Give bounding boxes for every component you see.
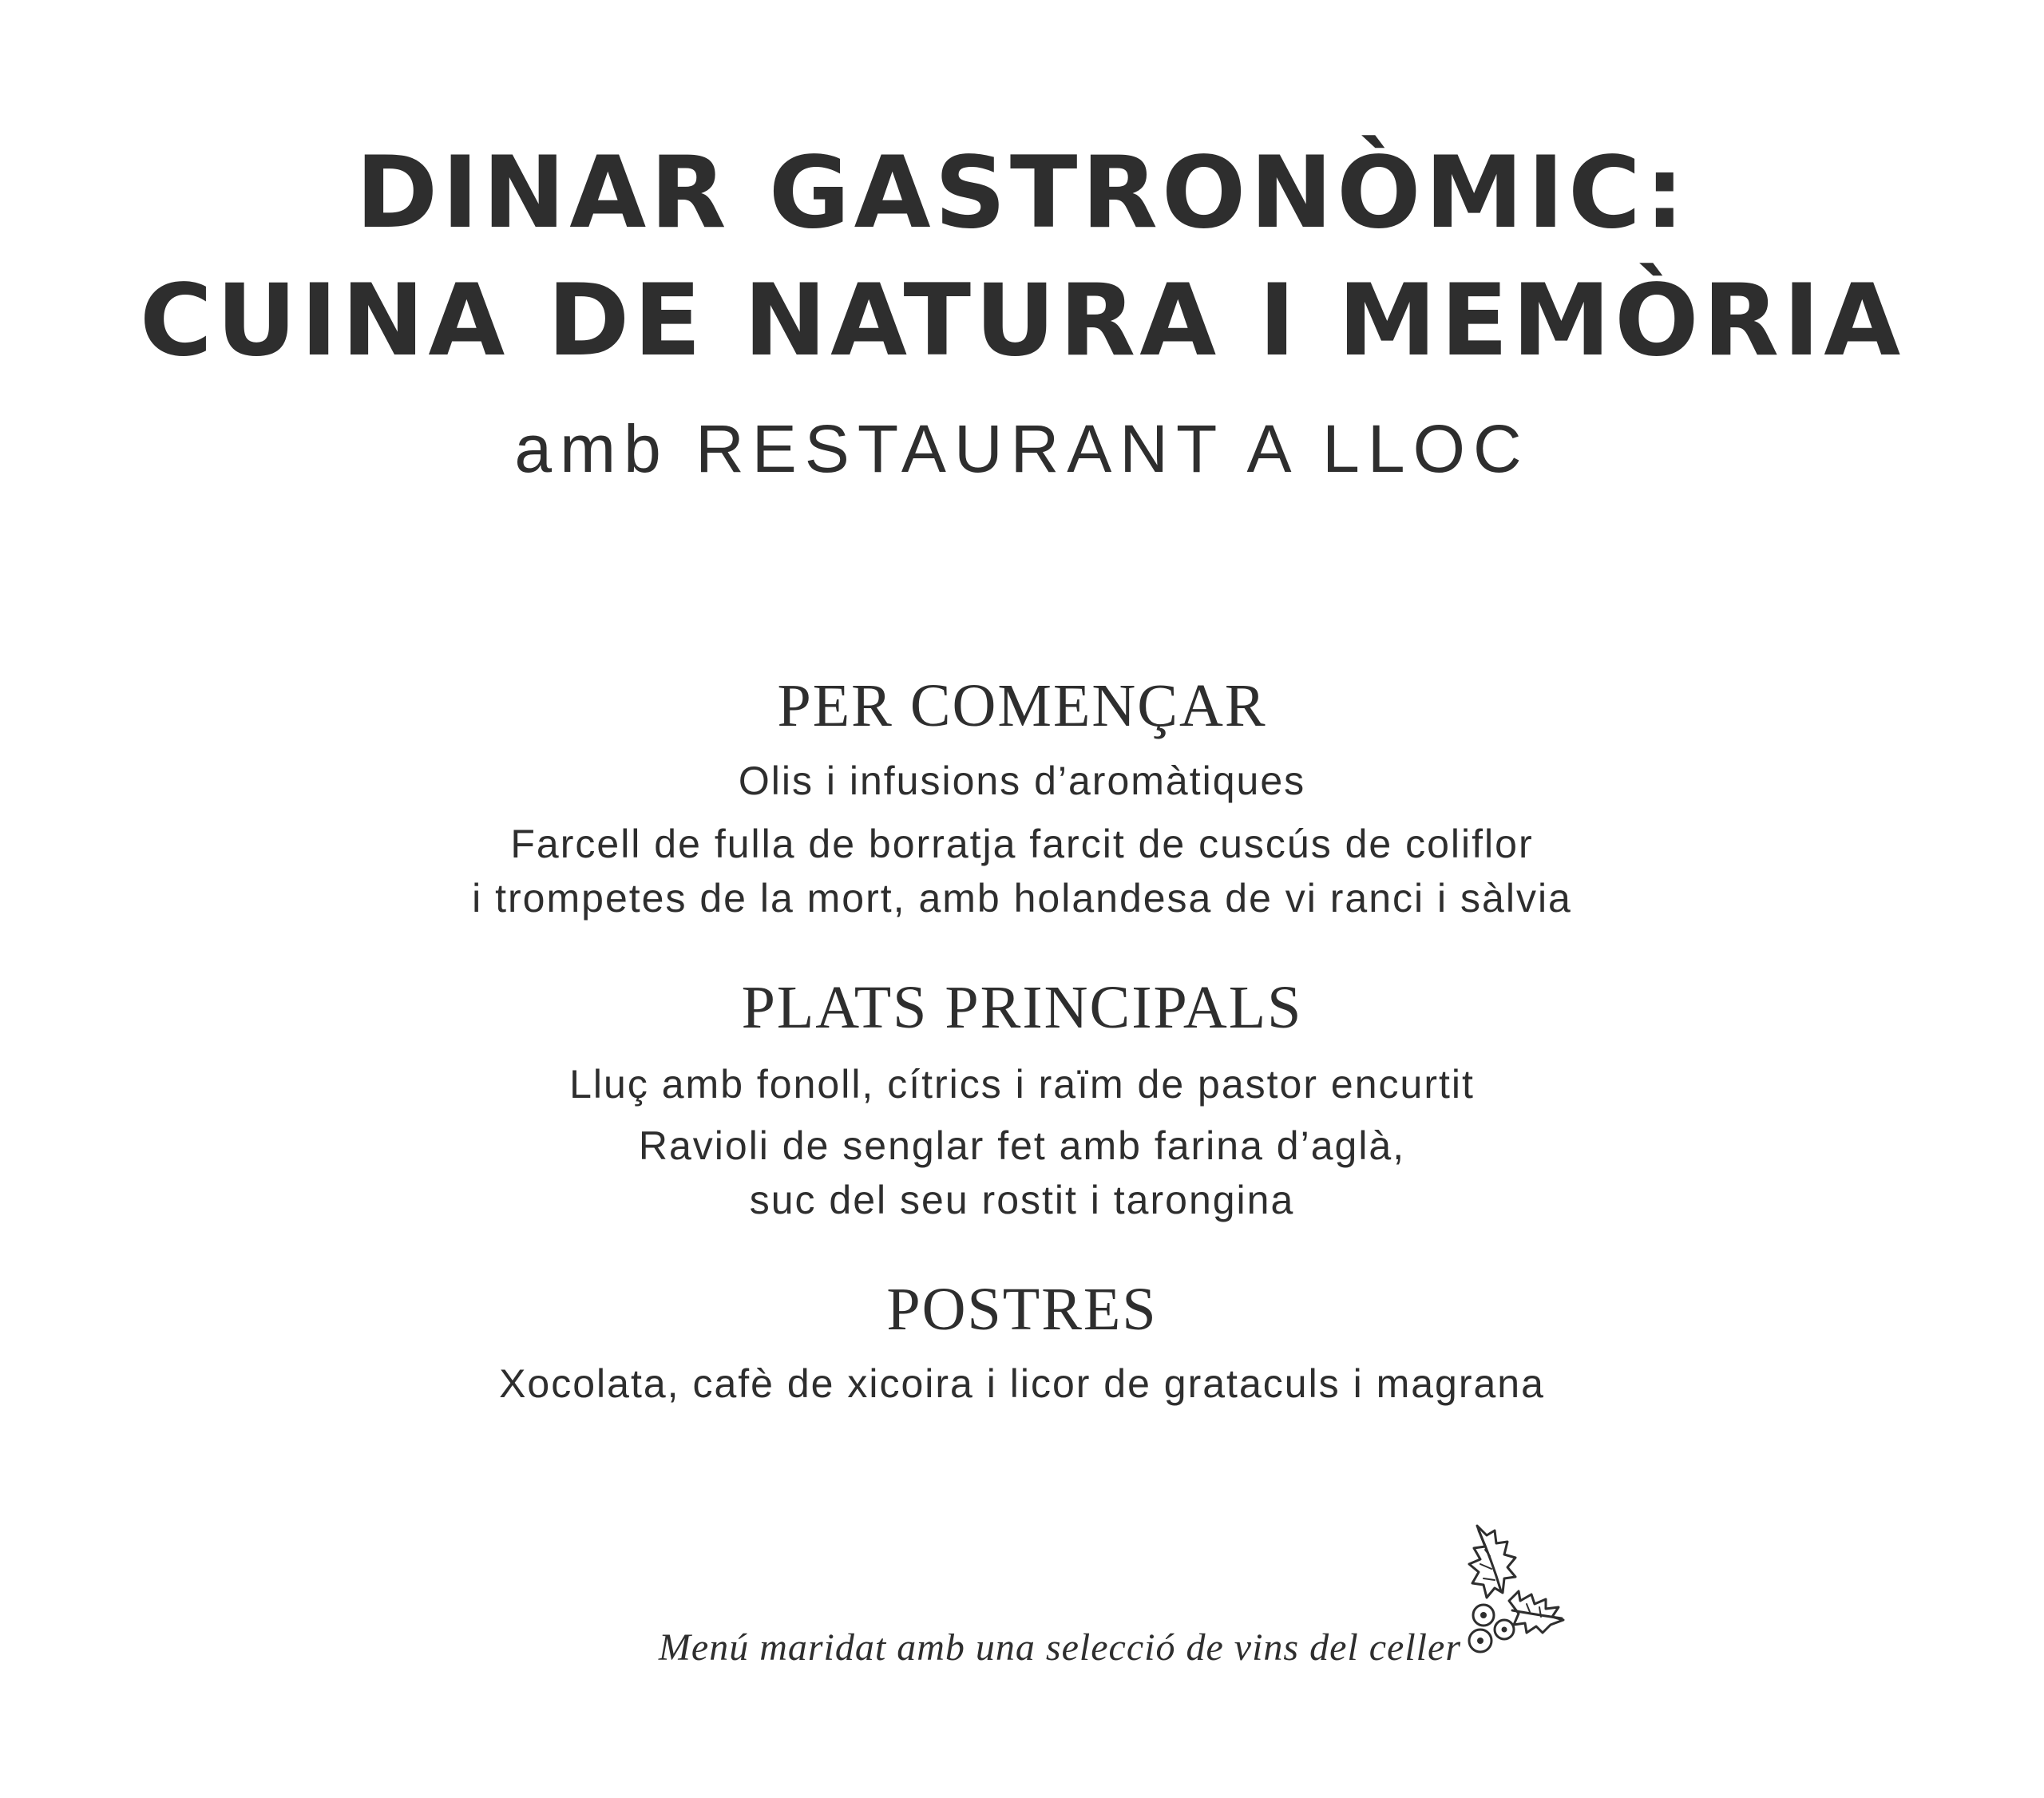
dish-line: Xocolata, cafè de xicoira i licor de grataculs i magrana bbox=[499, 1361, 1545, 1406]
dish-line: Olis i infusions d’aromàtiques bbox=[738, 758, 1306, 803]
dish-line: Lluç amb fonoll, cítrics i raïm de pastor encurtit bbox=[569, 1062, 1475, 1107]
section-heading-plats-principals: PLATS PRINCIPALS bbox=[741, 974, 1303, 1041]
section-heading-postres: POSTRES bbox=[886, 1276, 1158, 1343]
dish-line: Farcell de fulla de borratja farcit de cuscús de coliflor bbox=[510, 822, 1534, 866]
section-heading-per-comencar: PER COMENÇAR bbox=[777, 672, 1267, 739]
dish-line: i trompetes de la mort, amb holandesa de vi ranci i sàlvia bbox=[472, 876, 1572, 921]
page-title-line-2: CUINA DE NATURA I MEMÒRIA bbox=[139, 263, 1905, 378]
page-subtitle: amb RESTAURANT A LLOC bbox=[514, 411, 1530, 486]
dish-line: suc del seu rostit i tarongina bbox=[749, 1178, 1295, 1222]
pairing-note: Menú maridat amb una selecció de vins del celler bbox=[658, 1626, 1461, 1669]
holly-icon bbox=[1463, 1521, 1583, 1665]
page-title-line-1: DINAR GASTRONÒMIC: bbox=[355, 136, 1689, 251]
dish-line: Ravioli de senglar fet amb farina d’aglà, bbox=[638, 1123, 1406, 1168]
